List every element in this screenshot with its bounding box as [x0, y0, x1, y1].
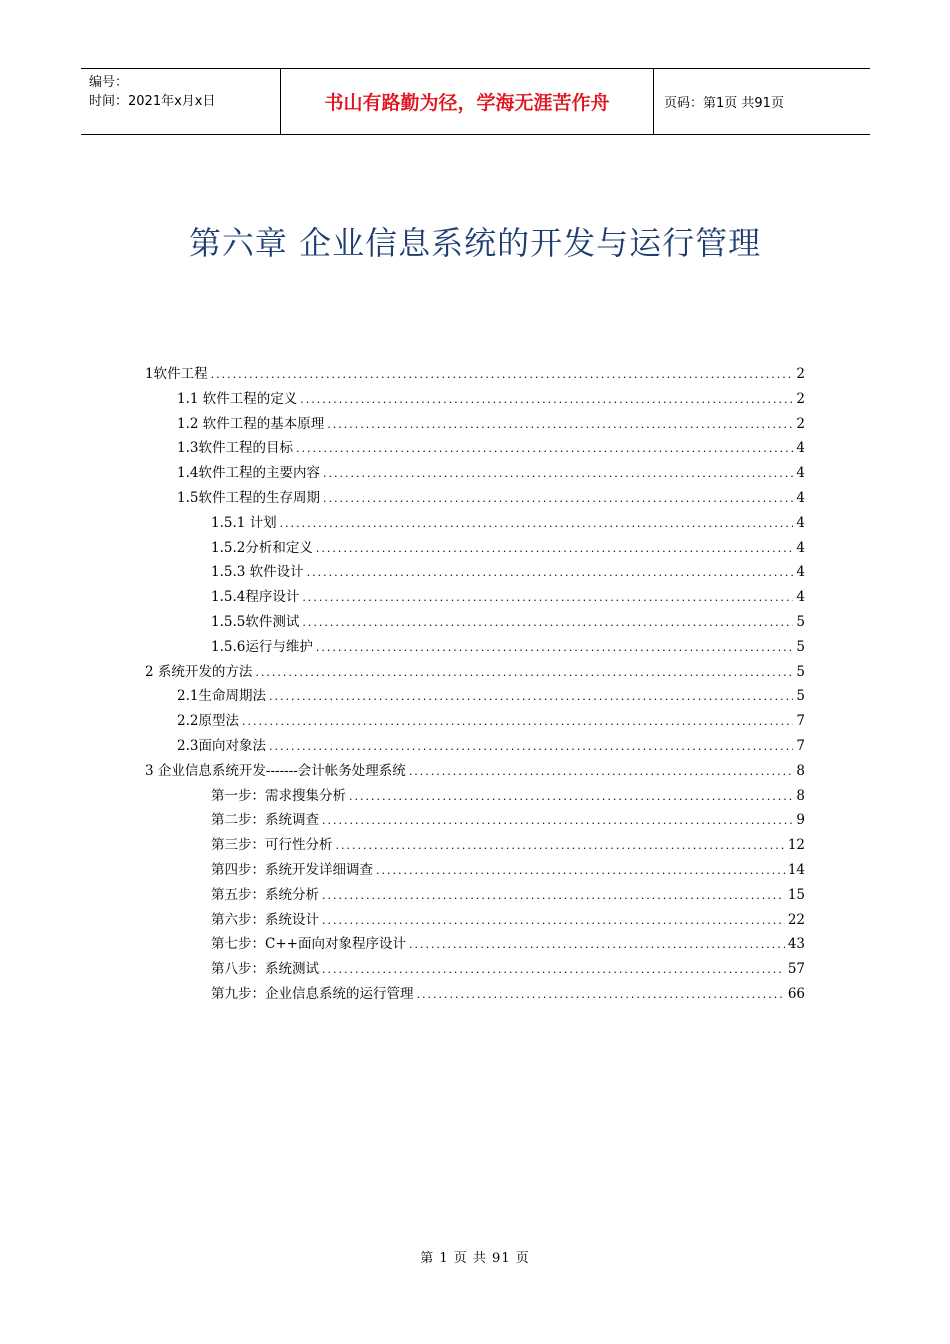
- toc-entry-page: 2: [796, 366, 805, 382]
- toc-entry-title: 1.4软件工程的主要内容: [177, 465, 320, 482]
- toc-entry[interactable]: [145, 759, 805, 783]
- toc-entry-page: 14: [787, 862, 805, 878]
- toc-entry[interactable]: [211, 560, 805, 584]
- toc-leader-dots: [417, 983, 785, 1007]
- toc-entry-page: 5: [796, 614, 805, 630]
- toc-leader-dots: [300, 388, 793, 412]
- toc-entry-title: 1.5软件工程的生存周期: [177, 490, 320, 506]
- toc-entry[interactable]: [177, 734, 805, 758]
- toc-entry-title: 第八步：系统测试: [211, 961, 319, 978]
- toc-entry-title: 第六步：系统设计: [211, 911, 319, 928]
- toc-entry-title: 第四步：系统开发详细调查: [211, 862, 373, 878]
- toc-leader-dots: [296, 437, 793, 461]
- toc-entry-title: 1软件工程: [145, 366, 208, 382]
- toc-entry-page: 7: [796, 738, 805, 754]
- toc-entry-title: 第七步：C++面向对象程序设计: [211, 936, 406, 953]
- toc-entry-title: 1.5.3 软件设计: [211, 564, 304, 581]
- toc-entry-page: 12: [787, 837, 805, 854]
- toc-entry-title: 1.5.6运行与维护: [211, 638, 313, 655]
- toc-entry[interactable]: [145, 362, 805, 386]
- toc-leader-dots: [322, 958, 785, 982]
- toc-entry-title: 1.1 软件工程的定义: [177, 390, 298, 407]
- toc-entry-title: 第一步：需求搜集分析: [211, 787, 346, 804]
- toc-entry[interactable]: [177, 709, 805, 733]
- toc-entry[interactable]: [177, 486, 805, 510]
- motto: 书山有路勤为径，学海无涯苦作舟: [281, 69, 654, 134]
- toc-entry[interactable]: [211, 808, 805, 832]
- toc-entry[interactable]: [211, 957, 805, 981]
- toc-entry[interactable]: [211, 635, 805, 659]
- toc-entry[interactable]: [211, 982, 805, 1006]
- toc-leader-dots: [409, 760, 794, 784]
- toc-entry[interactable]: [177, 684, 805, 708]
- toc-entry-title: 1.3软件工程的目标: [177, 440, 293, 457]
- toc-entry-title: 第五步：系统分析: [211, 886, 319, 903]
- toc-entry[interactable]: [177, 387, 805, 411]
- toc-entry-title: 2.1生命周期法: [177, 688, 266, 705]
- toc-leader-dots: [323, 462, 793, 486]
- toc-leader-dots: [327, 413, 793, 437]
- toc-entry-page: 2: [796, 390, 805, 407]
- toc-entry-title: 第三步：可行性分析: [211, 837, 333, 854]
- page-footer: 第 1 页 共 91 页: [420, 1251, 530, 1266]
- toc-leader-dots: [302, 611, 793, 635]
- toc-entry-page: 5: [796, 688, 805, 705]
- toc-entry[interactable]: [177, 461, 805, 485]
- toc-leader-dots: [323, 487, 793, 511]
- toc-entry[interactable]: [211, 536, 805, 560]
- toc-entry[interactable]: [211, 883, 805, 907]
- toc-entry-page: 22: [787, 911, 805, 928]
- header-left-cell: [81, 69, 281, 134]
- toc-entry-page: 43: [787, 936, 805, 953]
- toc-leader-dots: [307, 561, 794, 585]
- toc-entry-page: 9: [796, 812, 805, 829]
- toc-entry-page: 15: [787, 886, 805, 903]
- toc-leader-dots: [211, 363, 794, 387]
- toc-leader-dots: [302, 586, 793, 610]
- page-info: 页码：第1页 共91页: [664, 96, 784, 111]
- toc-entry-title: 1.5.2分析和定义: [211, 539, 313, 556]
- toc-entry[interactable]: [177, 412, 805, 436]
- toc-entry[interactable]: [211, 784, 805, 808]
- toc-leader-dots: [322, 909, 785, 933]
- toc-entry-page: 8: [796, 762, 805, 779]
- toc-leader-dots: [269, 735, 793, 759]
- toc-entry-title: 2.3面向对象法: [177, 738, 266, 754]
- toc-entry-title: 2.2原型法: [177, 713, 239, 730]
- toc-entry[interactable]: [211, 908, 805, 932]
- number-label: 编号：: [89, 75, 129, 90]
- toc-entry-title: 1.5.4程序设计: [211, 589, 300, 606]
- toc-leader-dots: [242, 710, 793, 734]
- toc-entry-page: 8: [796, 787, 805, 804]
- toc-entry-page: 2: [796, 415, 805, 432]
- toc-leader-dots: [349, 785, 793, 809]
- toc-entry-page: 4: [796, 440, 805, 457]
- page-title: 第六章 企业信息系统的开发与运行管理: [188, 224, 762, 262]
- toc-entry[interactable]: [211, 511, 805, 535]
- toc-entry-title: 3 企业信息系统开发-------会计帐务处理系统: [145, 762, 406, 779]
- toc-leader-dots: [322, 809, 793, 833]
- toc-entry-title: 1.2 软件工程的基本原理: [177, 415, 325, 432]
- toc-leader-dots: [316, 537, 794, 561]
- header-table: [81, 68, 870, 135]
- toc-leader-dots: [336, 834, 785, 858]
- toc-entry[interactable]: [177, 436, 805, 460]
- toc-entry-page: 4: [796, 490, 805, 506]
- toc-leader-dots: [322, 884, 785, 908]
- toc-entry-page: 66: [787, 986, 805, 1002]
- toc-leader-dots: [409, 933, 785, 957]
- toc-entry-title: 2 系统开发的方法: [145, 663, 253, 680]
- toc-entry[interactable]: [211, 585, 805, 609]
- time-label: 时间：2021年x月x日: [89, 94, 216, 109]
- toc-entry-title: 第二步：系统调查: [211, 812, 319, 829]
- toc-entry[interactable]: [211, 610, 805, 634]
- toc-leader-dots: [269, 685, 793, 709]
- toc-entry[interactable]: [211, 858, 805, 882]
- toc-leader-dots: [316, 636, 794, 660]
- toc-entry-page: 5: [796, 663, 805, 680]
- toc-entry-title: 第九步：企业信息系统的运行管理: [211, 986, 414, 1002]
- toc-entry[interactable]: [211, 932, 805, 956]
- toc-entry[interactable]: [145, 660, 805, 684]
- toc-entry-page: 4: [796, 564, 805, 581]
- toc-leader-dots: [255, 661, 793, 685]
- toc-entry-page: 57: [787, 961, 805, 978]
- toc-entry-page: 7: [796, 713, 805, 730]
- toc-entry[interactable]: [211, 833, 805, 857]
- toc-entry-page: 5: [796, 638, 805, 655]
- toc-entry-title: 1.5.1 计划: [211, 514, 277, 531]
- toc-entry-page: 4: [796, 514, 805, 531]
- toc-entry-page: 4: [796, 465, 805, 482]
- toc-entry-page: 4: [796, 589, 805, 606]
- toc-entry-page: 4: [796, 539, 805, 556]
- toc-leader-dots: [376, 859, 785, 883]
- toc-entry-title: 1.5.5软件测试: [211, 614, 300, 630]
- toc-leader-dots: [280, 512, 794, 536]
